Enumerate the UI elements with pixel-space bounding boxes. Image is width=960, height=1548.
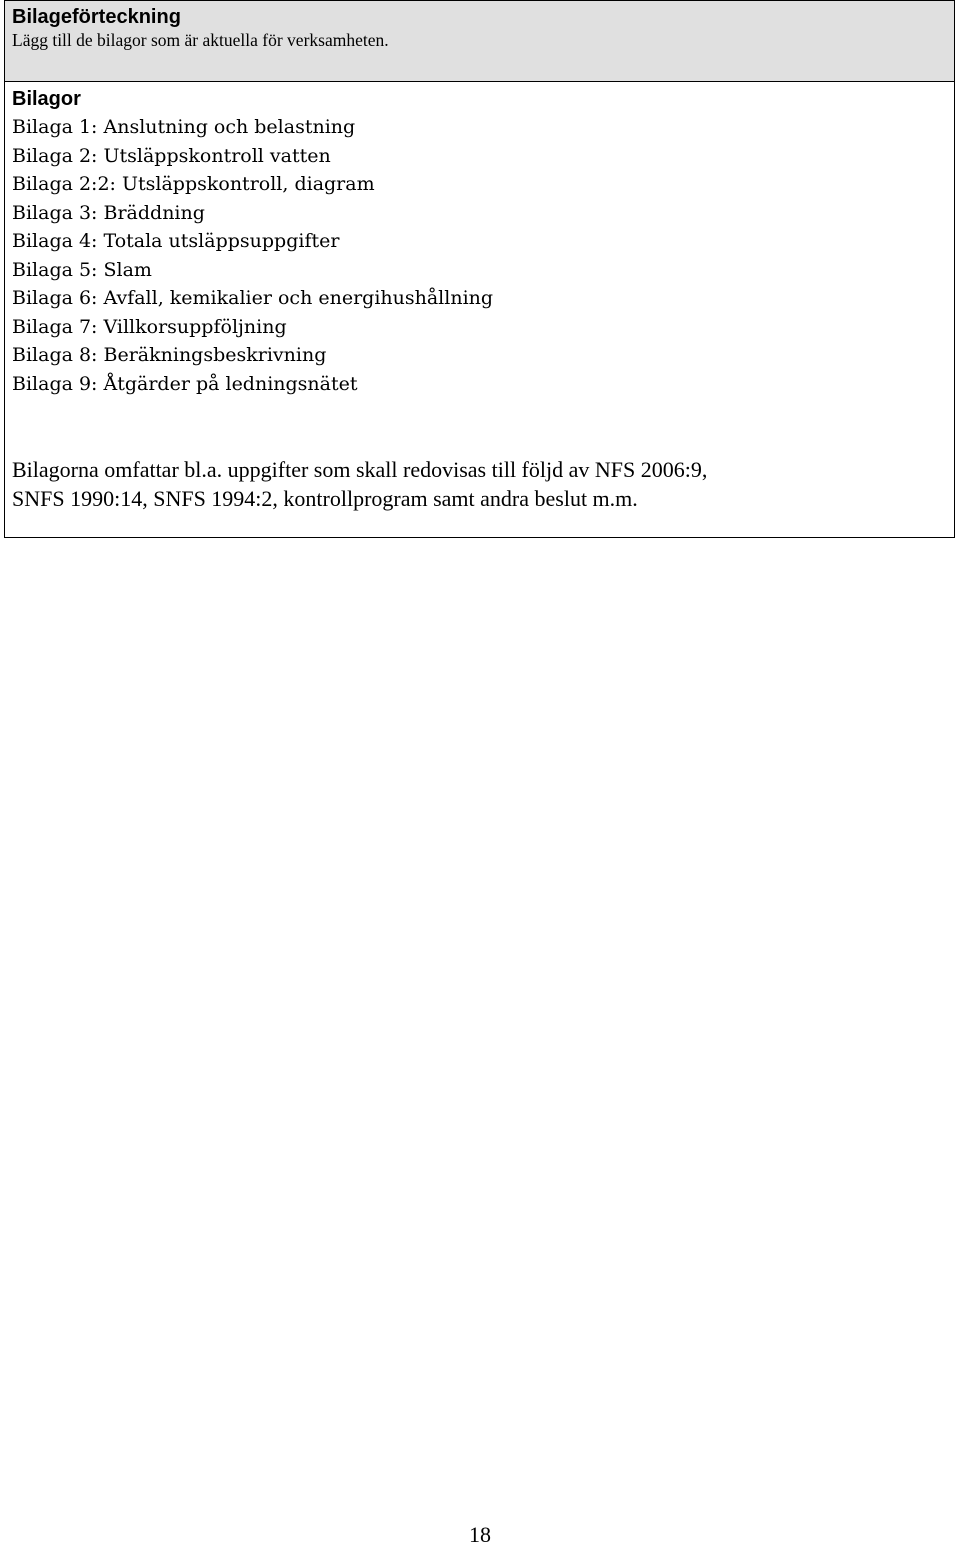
form-title: Bilageförteckning: [12, 6, 181, 28]
list-item: Bilaga 1: Anslutning och belastning: [12, 116, 356, 138]
list-item: Bilaga 2:2: Utsläppskontroll, diagram: [12, 173, 375, 195]
note-line: Bilagorna omfattar bl.a. uppgifter som skall redovisas till följd av NFS 2006:9,: [12, 457, 708, 482]
list-item: Bilaga 3: Bräddning: [12, 201, 205, 224]
list-item: Bilaga 2: Utsläppskontroll vatten: [12, 144, 331, 167]
list-item: Bilaga 4: Totala utsläppsuppgifter: [12, 230, 340, 252]
list-item: Bilaga 5: Slam: [12, 258, 152, 281]
attachment-form-box: [4, 0, 955, 538]
list-item: Bilaga 7: Villkorsuppföljning: [12, 315, 287, 338]
note-line: SNFS 1990:14, SNFS 1994:2, kontrollprogram samt andra beslut m.m.: [12, 486, 638, 511]
attachments-heading: Bilagor: [12, 88, 81, 110]
page-number: 18: [469, 1522, 491, 1547]
list-item: Bilaga 8: Beräkningsbeskrivning: [12, 344, 327, 366]
form-instruction: Lägg till de bilagor som är aktuella för verksamheten.: [12, 30, 389, 50]
attachment-list: [12, 113, 954, 398]
form-header: [5, 1, 954, 82]
attachments-note: [12, 455, 944, 513]
attachment-section: [12, 85, 954, 398]
list-item: Bilaga 9: Åtgärder på ledningsnätet: [12, 372, 358, 395]
list-item: Bilaga 6: Avfall, kemikalier och energihushållning: [12, 287, 494, 309]
